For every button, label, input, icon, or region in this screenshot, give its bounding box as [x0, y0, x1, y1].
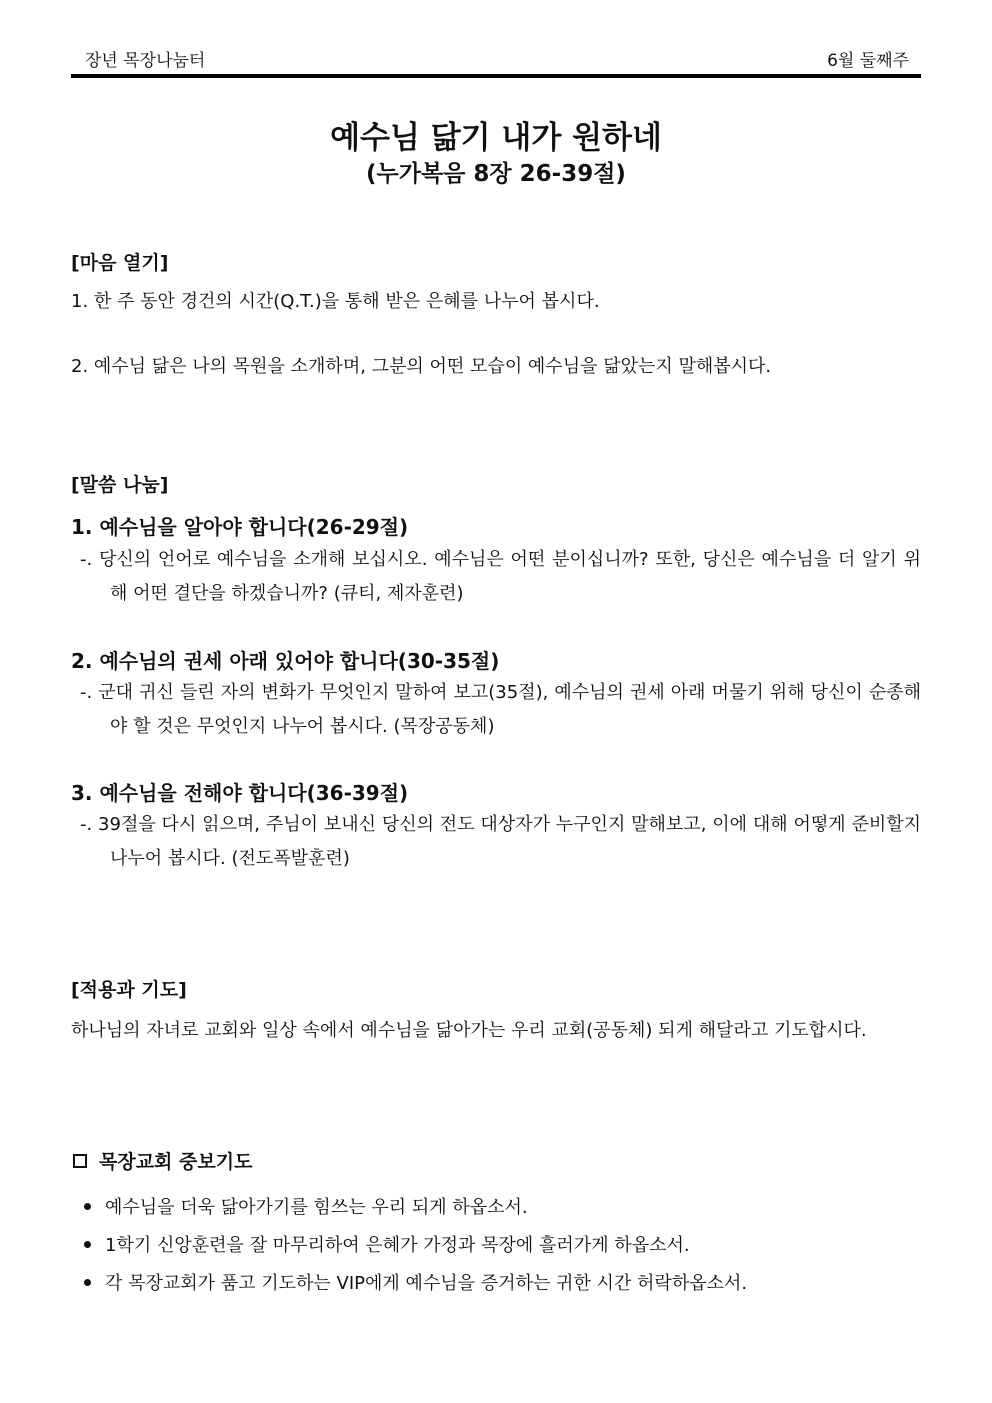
intercession-item-text: 1학기 신앙훈련을 잘 마무리하여 은혜가 가정과 목장에 흘러가게 하옵소서.	[105, 1235, 690, 1256]
word-sharing-heading: [말씀 나눔]	[71, 474, 169, 496]
open-heart-item: 2. 예수님 닮은 나의 목원을 소개하며, 그분의 어떤 모습이 예수님을 닮았는지 말해봅시다.	[71, 356, 772, 377]
open-heart-item: 1. 한 주 동안 경건의 시간(Q.T.)을 통해 받은 은혜를 나누어 봅시다.	[71, 291, 600, 312]
intercession-heading-label: 목장교회 중보기도	[99, 1151, 253, 1173]
intercession-item-text: 예수님을 더욱 닮아가기를 힘쓰는 우리 되게 하옵소서.	[105, 1197, 528, 1218]
page-header	[71, 40, 921, 78]
header-left-label: 장년 목장나눔터	[85, 51, 206, 71]
header-week-label: 6월 둘째주	[827, 51, 909, 71]
list-item	[84, 1187, 921, 1225]
point-title: 1. 예수님을 알아야 합니다(26-29절)	[71, 515, 409, 539]
list-item	[84, 1263, 921, 1301]
open-heart-heading: [마음 열기]	[71, 252, 169, 274]
point-title: 3. 예수님을 전해야 합니다(36-39절)	[71, 781, 409, 805]
bullet-icon	[84, 1279, 91, 1286]
point-body: -. 군대 귀신 들린 자의 변화가 무엇인지 말하여 보고(35절), 예수님의 권세 아래 머물기 위해 당신이 순종해야 할 것은 무엇인지 나누어 봅시다. (목장공동체)	[80, 682, 921, 737]
point-body: -. 39절을 다시 읽으며, 주님이 보내신 당신의 전도 대상자가 누구인지 말해보고, 이에 대해 어떻게 준비할지 나누어 봅시다. (전도폭발훈련)	[80, 814, 921, 869]
list-item	[84, 1225, 921, 1263]
intercession-heading	[73, 1147, 252, 1174]
checkbox-icon	[73, 1154, 87, 1168]
bullet-icon	[84, 1241, 91, 1248]
intercession-item-text: 각 목장교회가 품고 기도하는 VIP에게 예수님을 증거하는 귀한 시간 허락하옵소서.	[105, 1273, 748, 1294]
page-title: 예수님 닮기 내가 원하네	[330, 120, 662, 156]
scripture-reference: (누가복음 8장 26-39절)	[366, 161, 626, 187]
point-body: -. 당신의 언어로 예수님을 소개해 보십시오. 예수님은 어떤 분이십니까? 또한, 당신은 예수님을 더 알기 위해 어떤 결단을 하겠습니까? (큐티, 제자훈련)	[80, 549, 921, 604]
intercession-list	[84, 1187, 921, 1301]
bullet-icon	[84, 1203, 91, 1210]
point-title: 2. 예수님의 권세 아래 있어야 합니다(30-35절)	[71, 649, 500, 673]
application-text: 하나님의 자녀로 교회와 일상 속에서 예수님을 닮아가는 우리 교회(공동체) 되게 해달라고 기도합시다.	[71, 1020, 867, 1041]
application-heading: [적용과 기도]	[71, 979, 187, 1001]
